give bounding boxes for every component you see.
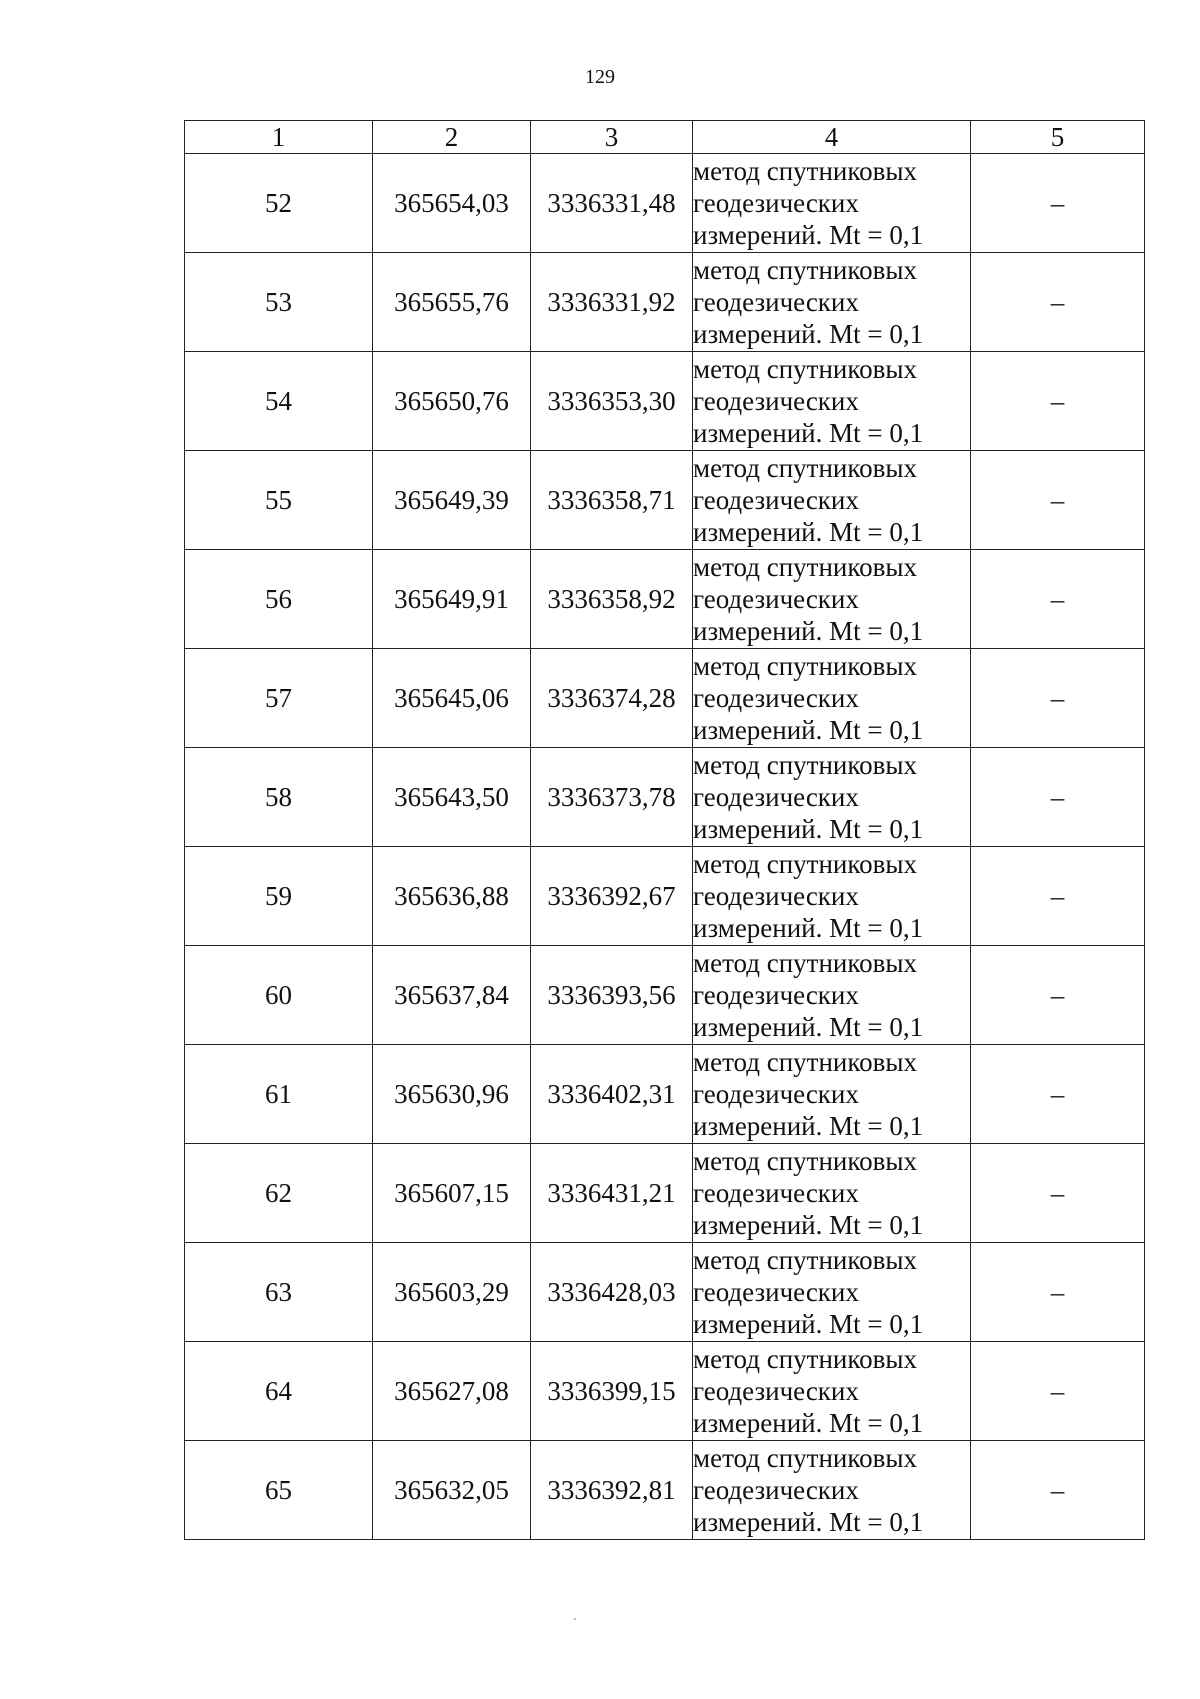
table-row <box>185 154 1145 253</box>
method-line: измерений. Mt = 0,1 <box>693 913 924 943</box>
note-dash: – <box>971 649 1145 748</box>
method-line: измерений. Mt = 0,1 <box>693 418 924 448</box>
coordinate-y: 3336374,28 <box>531 649 693 748</box>
table-header <box>185 121 1145 154</box>
note-dash: – <box>971 451 1145 550</box>
method-description <box>693 1144 971 1243</box>
coordinate-x: 365632,05 <box>373 1441 531 1540</box>
table-row <box>185 550 1145 649</box>
method-line: метод спутниковых <box>693 651 917 681</box>
method-line: измерений. Mt = 0,1 <box>693 814 924 844</box>
note-dash: – <box>971 1243 1145 1342</box>
coordinate-x: 365636,88 <box>373 847 531 946</box>
method-line: измерений. Mt = 0,1 <box>693 1210 924 1240</box>
coordinate-x: 365627,08 <box>373 1342 531 1441</box>
method-line: измерений. Mt = 0,1 <box>693 319 924 349</box>
table-row <box>185 1342 1145 1441</box>
header-col-4: 4 <box>693 121 971 154</box>
coordinate-x: 365637,84 <box>373 946 531 1045</box>
method-line: метод спутниковых <box>693 156 917 186</box>
method-line: метод спутниковых <box>693 354 917 384</box>
method-description <box>693 1342 971 1441</box>
method-description <box>693 253 971 352</box>
method-line: метод спутниковых <box>693 1344 917 1374</box>
method-description <box>693 748 971 847</box>
coordinate-x: 365645,06 <box>373 649 531 748</box>
point-number: 59 <box>185 847 373 946</box>
point-number: 54 <box>185 352 373 451</box>
coordinate-y: 3336358,71 <box>531 451 693 550</box>
method-line: метод спутниковых <box>693 1146 917 1176</box>
coordinate-x: 365655,76 <box>373 253 531 352</box>
method-line: метод спутниковых <box>693 1245 917 1275</box>
method-line: геодезических <box>693 287 859 317</box>
table-row <box>185 1243 1145 1342</box>
table-row <box>185 451 1145 550</box>
header-col-5: 5 <box>971 121 1145 154</box>
method-description <box>693 550 971 649</box>
coordinate-x: 365649,39 <box>373 451 531 550</box>
point-number: 62 <box>185 1144 373 1243</box>
point-number: 53 <box>185 253 373 352</box>
point-number: 57 <box>185 649 373 748</box>
coordinates-table <box>184 120 1145 1540</box>
method-description <box>693 946 971 1045</box>
page-number: 129 <box>585 66 615 88</box>
point-number: 58 <box>185 748 373 847</box>
table-row <box>185 1045 1145 1144</box>
coordinate-y: 3336393,56 <box>531 946 693 1045</box>
note-dash: – <box>971 550 1145 649</box>
method-line: измерений. Mt = 0,1 <box>693 616 924 646</box>
method-description <box>693 154 971 253</box>
method-line: измерений. Mt = 0,1 <box>693 517 924 547</box>
coordinate-x: 365603,29 <box>373 1243 531 1342</box>
method-description <box>693 1243 971 1342</box>
table-row <box>185 847 1145 946</box>
method-line: измерений. Mt = 0,1 <box>693 715 924 745</box>
method-description <box>693 352 971 451</box>
point-number: 61 <box>185 1045 373 1144</box>
method-line: геодезических <box>693 683 859 713</box>
method-line: измерений. Mt = 0,1 <box>693 220 924 250</box>
method-line: геодезических <box>693 980 859 1010</box>
table-row <box>185 748 1145 847</box>
coordinate-y: 3336373,78 <box>531 748 693 847</box>
method-line: геодезических <box>693 782 859 812</box>
table-row <box>185 1441 1145 1540</box>
note-dash: – <box>971 748 1145 847</box>
coordinate-x: 365607,15 <box>373 1144 531 1243</box>
table-row <box>185 649 1145 748</box>
table-row <box>185 1144 1145 1243</box>
method-description <box>693 649 971 748</box>
note-dash: – <box>971 946 1145 1045</box>
method-line: измерений. Mt = 0,1 <box>693 1507 924 1537</box>
header-col-2: 2 <box>373 121 531 154</box>
coordinate-x: 365630,96 <box>373 1045 531 1144</box>
table-row <box>185 253 1145 352</box>
method-description <box>693 451 971 550</box>
note-dash: – <box>971 154 1145 253</box>
method-line: измерений. Mt = 0,1 <box>693 1012 924 1042</box>
header-row <box>185 121 1145 154</box>
method-line: геодезических <box>693 1079 859 1109</box>
method-description <box>693 1045 971 1144</box>
method-line: метод спутниковых <box>693 948 917 978</box>
coordinate-y: 3336392,81 <box>531 1441 693 1540</box>
method-line: геодезических <box>693 485 859 515</box>
note-dash: – <box>971 253 1145 352</box>
point-number: 65 <box>185 1441 373 1540</box>
method-line: метод спутниковых <box>693 552 917 582</box>
note-dash: – <box>971 847 1145 946</box>
method-line: метод спутниковых <box>693 849 917 879</box>
note-dash: – <box>971 1342 1145 1441</box>
method-line: геодезических <box>693 386 859 416</box>
method-line: геодезических <box>693 188 859 218</box>
method-line: метод спутниковых <box>693 750 917 780</box>
method-line: измерений. Mt = 0,1 <box>693 1111 924 1141</box>
method-line: измерений. Mt = 0,1 <box>693 1309 924 1339</box>
table-body <box>185 154 1145 1540</box>
note-dash: – <box>971 352 1145 451</box>
coordinate-x: 365643,50 <box>373 748 531 847</box>
point-number: 55 <box>185 451 373 550</box>
point-number: 63 <box>185 1243 373 1342</box>
method-line: метод спутниковых <box>693 1047 917 1077</box>
method-line: геодезических <box>693 1475 859 1505</box>
method-line: метод спутниковых <box>693 1443 917 1473</box>
coordinate-x: 365650,76 <box>373 352 531 451</box>
coordinate-y: 3336431,21 <box>531 1144 693 1243</box>
method-line: геодезических <box>693 1178 859 1208</box>
point-number: 52 <box>185 154 373 253</box>
header-col-3: 3 <box>531 121 693 154</box>
point-number: 64 <box>185 1342 373 1441</box>
point-number: 60 <box>185 946 373 1045</box>
coordinate-y: 3336399,15 <box>531 1342 693 1441</box>
method-line: геодезических <box>693 1376 859 1406</box>
coordinate-y: 3336353,30 <box>531 352 693 451</box>
point-number: 56 <box>185 550 373 649</box>
method-line: метод спутниковых <box>693 255 917 285</box>
method-description <box>693 847 971 946</box>
coordinate-y: 3336402,31 <box>531 1045 693 1144</box>
method-line: геодезических <box>693 1277 859 1307</box>
scan-speck <box>574 1618 576 1620</box>
method-line: геодезических <box>693 881 859 911</box>
coordinate-x: 365654,03 <box>373 154 531 253</box>
header-col-1: 1 <box>185 121 373 154</box>
note-dash: – <box>971 1144 1145 1243</box>
note-dash: – <box>971 1045 1145 1144</box>
table-row <box>185 946 1145 1045</box>
coordinate-y: 3336428,03 <box>531 1243 693 1342</box>
method-description <box>693 1441 971 1540</box>
method-line: метод спутниковых <box>693 453 917 483</box>
table-row <box>185 352 1145 451</box>
coordinate-y: 3336392,67 <box>531 847 693 946</box>
note-dash: – <box>971 1441 1145 1540</box>
method-line: измерений. Mt = 0,1 <box>693 1408 924 1438</box>
coordinate-x: 365649,91 <box>373 550 531 649</box>
coordinate-y: 3336358,92 <box>531 550 693 649</box>
method-line: геодезических <box>693 584 859 614</box>
coordinate-y: 3336331,92 <box>531 253 693 352</box>
coordinate-y: 3336331,48 <box>531 154 693 253</box>
